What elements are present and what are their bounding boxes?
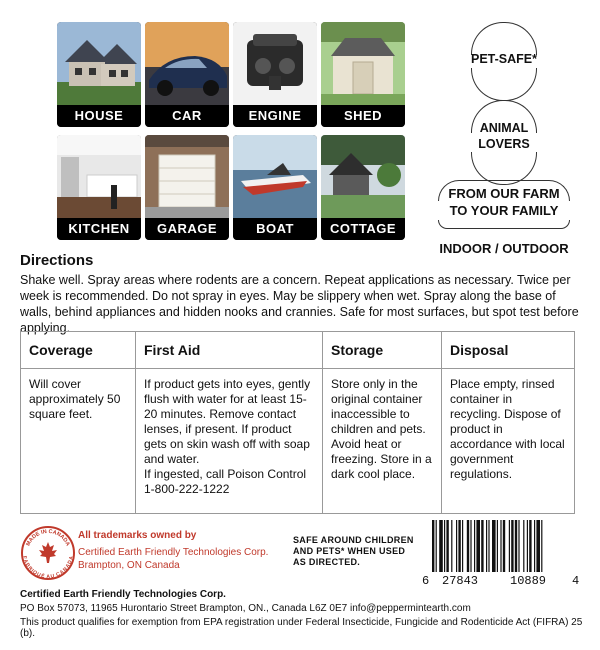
- indoor-outdoor-label: INDOOR / OUTDOOR: [439, 241, 569, 256]
- tile-label: BOAT: [233, 218, 317, 240]
- info-table: [20, 331, 575, 514]
- epa-exemption: This product qualifies for exemption from EPA registration under Federal Insecticide, Fungicide and Rodenticide Act (FIFRA) 25 (b).: [20, 617, 583, 639]
- barcode-bar: [444, 520, 445, 572]
- barcode-bar: [500, 520, 501, 572]
- maple-leaf-icon: [39, 542, 57, 563]
- table-row: [21, 369, 575, 514]
- barcode-bar: [536, 520, 540, 572]
- directions-heading: Directions: [20, 252, 94, 269]
- barcode-bar: [486, 520, 487, 572]
- barcode-bar: [529, 520, 531, 572]
- tile-garage: [145, 135, 229, 240]
- seal-top-text: MADE IN CANADA: [25, 528, 71, 548]
- safe-line-1: SAFE AROUND CHILDREN: [293, 535, 414, 545]
- barcode-bar: [462, 520, 463, 572]
- barcode-bar: [467, 520, 469, 572]
- barcode-bar: [497, 520, 498, 572]
- first-aid-cell: [136, 369, 323, 514]
- maple-leaf-seal-icon: [20, 525, 76, 581]
- barcode-bar: [541, 520, 542, 572]
- barcode-bar: [432, 520, 434, 572]
- first-aid-ingested: If ingested, call Poison Control 1-800-222-1222: [144, 467, 307, 496]
- kitchen-image: [57, 135, 141, 218]
- animal-lovers-line-1: ANIMAL: [479, 121, 529, 135]
- animal-lovers-line-2: LOVERS: [478, 137, 530, 151]
- animal-lovers-badge: [420, 100, 588, 180]
- car-image: [145, 22, 229, 105]
- storage-cell: Store only in the original container inaccessible to children and pets. Avoid heat or freezing. Store in a dark cool place.: [323, 369, 442, 514]
- tile-label: HOUSE: [57, 105, 141, 127]
- tile-cottage: [321, 135, 405, 240]
- barcode-digit-4: 4: [572, 574, 580, 588]
- first-aid-text: If product gets into eyes, gently flush with water for at least 15-20 minutes. Remove contact lenses, if present. If product gets on skin wash off with soap and water.: [144, 377, 311, 466]
- trademark-owner-location: Brampton, ON Canada: [78, 560, 180, 571]
- barcode-bar: [492, 520, 496, 572]
- barcode-bar: [470, 520, 471, 572]
- barcode-bar: [518, 520, 519, 572]
- barcode-digit-2: 27843: [442, 574, 479, 588]
- house-image: [57, 22, 141, 105]
- safe-around-children: [293, 535, 414, 568]
- barcode-bar: [456, 520, 457, 572]
- barcode-bar: [481, 520, 483, 572]
- disposal-header: Disposal: [442, 332, 575, 369]
- trademark-owner: [78, 546, 268, 572]
- tile-engine: [233, 22, 317, 127]
- tile-house: [57, 22, 141, 127]
- directions-text: Shake well. Spray areas where rodents are a concern. Repeat applications as necessary. Twice per week is recommended. Do not spray in eyes. May be slippery when wet. Spray along the base of walls, behind appliances and hidden nooks and crannies. Safe for most surfaces, but spot test before applying.: [20, 273, 579, 335]
- barcode-bar: [503, 520, 505, 572]
- tile-shed: [321, 22, 405, 127]
- engine-image: [233, 22, 317, 105]
- boat-image: [233, 135, 317, 218]
- barcode-bar: [451, 520, 452, 572]
- safe-line-3: AS DIRECTED.: [293, 557, 361, 567]
- tile-label: COTTAGE: [321, 218, 405, 240]
- pet-safe-text: PET-SAFE*: [471, 52, 537, 66]
- barcode-digit-1: 6: [422, 574, 430, 588]
- cottage-image: [321, 135, 405, 218]
- barcode-bar: [523, 520, 524, 572]
- arc-bottom: [438, 220, 570, 229]
- coverage-cell: Will cover approximately 50 square feet.: [21, 369, 136, 514]
- barcode-bar: [515, 520, 517, 572]
- tile-label: SHED: [321, 105, 405, 127]
- trademark-heading: All trademarks owned by: [78, 530, 197, 541]
- made-in-canada-seal: [20, 525, 76, 586]
- tile-label: KITCHEN: [57, 218, 141, 240]
- barcode-bar: [488, 520, 489, 572]
- farm-line-1: FROM OUR FARM: [448, 186, 560, 201]
- seal-bottom-text: FABRIQUÉ AU CANADA: [21, 555, 75, 581]
- company-address: PO Box 57073, 11965 Hurontario Street Brampton, ON., Canada L6Z 0E7 info@peppermintearth.com: [20, 603, 471, 614]
- barcode-bar: [527, 520, 528, 572]
- storage-header: Storage: [323, 332, 442, 369]
- farm-badge: [420, 180, 588, 246]
- arc-bottom: [471, 68, 537, 101]
- barcode-bar: [509, 520, 510, 572]
- trademark-owner-name: Certified Earth Friendly Technologies Corp.: [78, 547, 269, 558]
- barcode-bar: [474, 520, 475, 572]
- barcode-digit-3: 10889: [510, 574, 547, 588]
- barcode-bar: [446, 520, 448, 572]
- tile-label: CAR: [145, 105, 229, 127]
- farm-line-2: TO YOUR FAMILY: [449, 203, 559, 218]
- upc-barcode: [422, 520, 582, 590]
- tile-label: GARAGE: [145, 218, 229, 240]
- tile-car: [145, 22, 229, 127]
- tile-label: ENGINE: [233, 105, 317, 127]
- table-header-row: [21, 332, 575, 369]
- tile-boat: [233, 135, 317, 240]
- barcode-bar: [476, 520, 480, 572]
- barcode-bar: [439, 520, 443, 572]
- first-aid-header: First Aid: [136, 332, 323, 369]
- barcode-bar: [436, 520, 437, 572]
- tile-kitchen: [57, 135, 141, 240]
- safe-line-2: AND PETS* WHEN USED: [293, 546, 406, 556]
- shed-image: [321, 22, 405, 105]
- pet-safe-badge: [420, 22, 588, 92]
- barcode-bar: [534, 520, 535, 572]
- company-name: Certified Earth Friendly Technologies Corp.: [20, 589, 226, 600]
- barcode-bar: [458, 520, 460, 572]
- garage-image: [145, 135, 229, 218]
- disposal-cell: Place empty, rinsed container in recycling. Dispose of product in accordance with local government regulations.: [442, 369, 575, 514]
- coverage-header: Coverage: [21, 332, 136, 369]
- barcode-bar: [511, 520, 513, 572]
- application-tiles: [57, 22, 407, 240]
